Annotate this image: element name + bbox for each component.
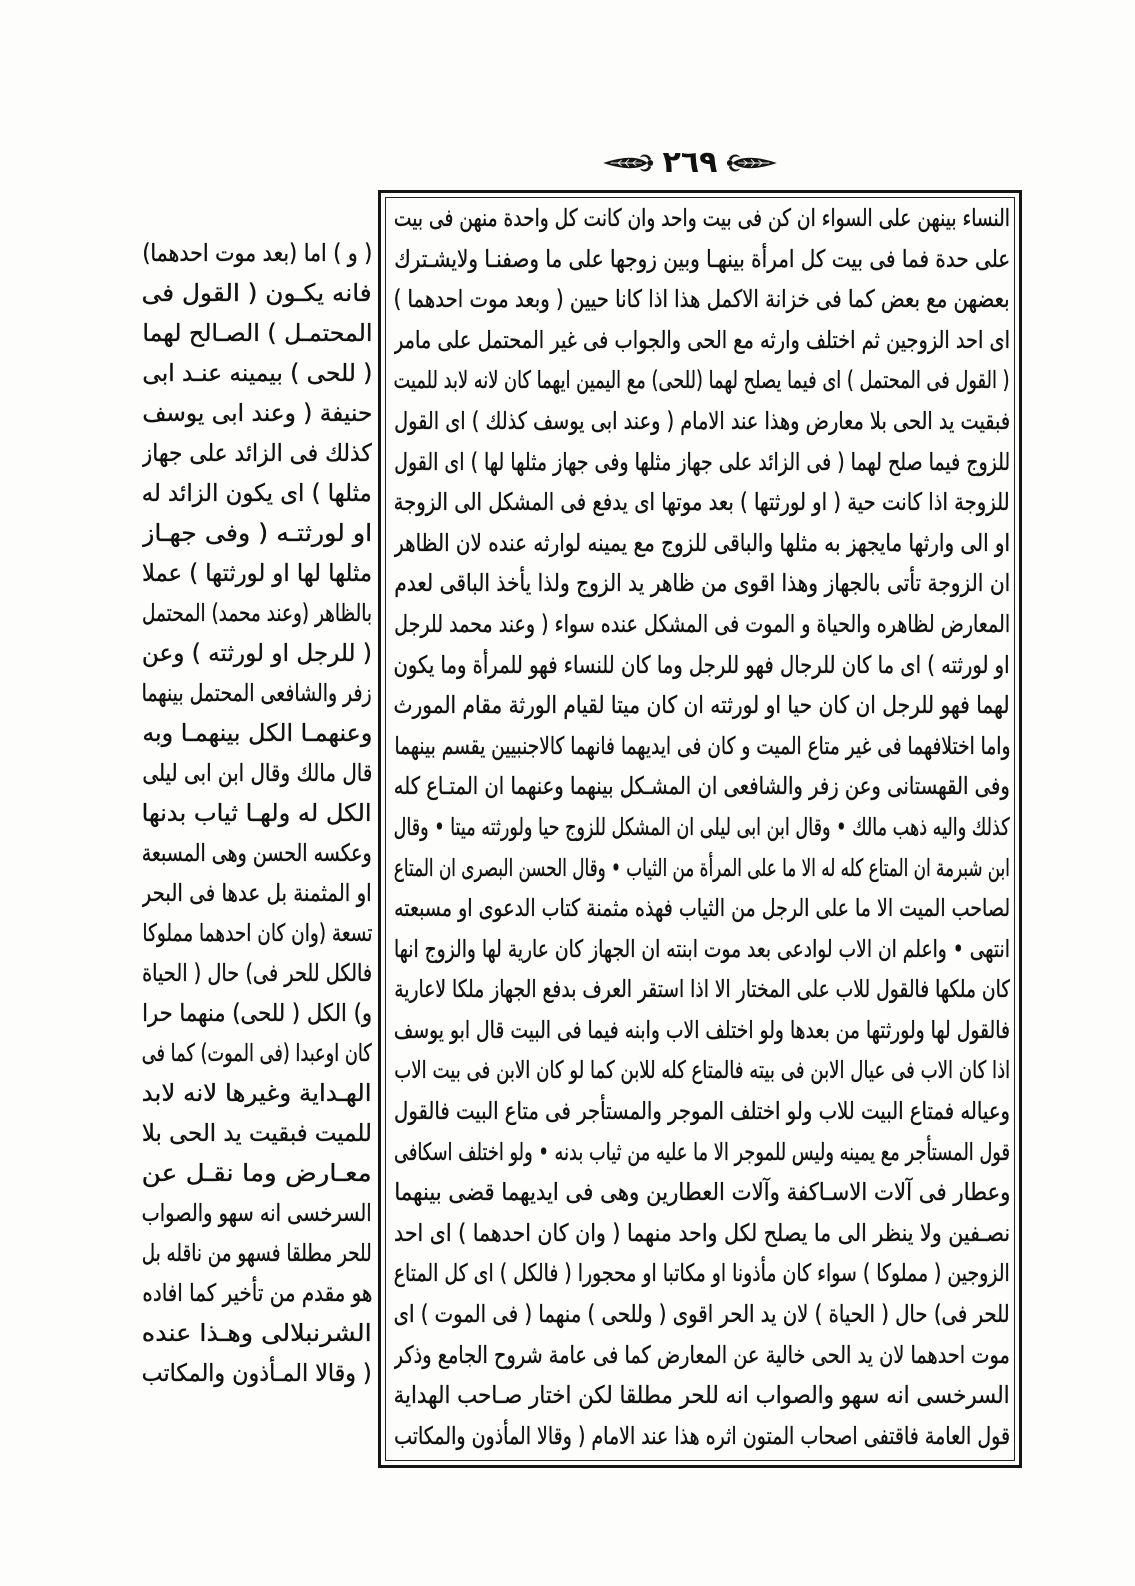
commentary-line-text: وعكسه الحسن وهى المسبعة xyxy=(142,839,372,867)
main-text-line-text: قول المستأجر مع يمينه وليس للموجر الا ما عليه من ثياب بدنه • ولو اختلف اسكافى xyxy=(394,1137,1010,1166)
main-text-line xyxy=(394,1253,1010,1294)
commentary-line xyxy=(142,433,372,473)
commentary-line-text: حنيفة ( وعند ابى يوسف xyxy=(142,399,372,427)
commentary-line xyxy=(142,593,372,633)
commentary-line-text: الشرنبلالى وهـذا عنده xyxy=(142,1319,372,1347)
main-text-line xyxy=(394,807,1010,848)
main-text-line xyxy=(394,969,1010,1010)
commentary-line-text: هو مقدم من تأخير كما افاده xyxy=(142,1279,372,1307)
main-text-line-text: وعطار فى آلات الاسـاكفة وآلات العطارين وهى فى ايديهما قضى بينهما xyxy=(394,1178,1010,1207)
commentary-line xyxy=(142,1353,372,1393)
commentary-line-text: او لورثتـه ( وفى جهـاز xyxy=(142,519,372,547)
main-text-line xyxy=(394,239,1010,280)
main-text-line xyxy=(394,1416,1010,1457)
main-text-line xyxy=(394,645,1010,686)
main-text-line-text: ( القول فى المحتمل ) اى فيما يصلح لهما (للحى) مع اليمين ايهما كان لانه لابد للميت xyxy=(394,366,1010,395)
commentary-line-text: قال مالك وقال ابن ابى ليلى xyxy=(142,759,372,787)
commentary-line-text: مثلها لها او لورثتها ) عملا xyxy=(142,559,372,587)
main-text-line xyxy=(394,1132,1010,1173)
main-text-line xyxy=(394,1335,1010,1376)
main-text-line xyxy=(394,198,1010,239)
main-text-line-text: اى احد الزوجين ثم اختلف وارثه مع الحى والجواب فى غير المحتمل على مامر xyxy=(394,325,1010,354)
commentary-line xyxy=(142,913,372,953)
commentary-line xyxy=(142,1233,372,1273)
commentary-line-text: ( للحى ) بيمينه عنـد ابى xyxy=(142,359,372,387)
main-text-line-text: او لورثته ) اى ما كان للرجال فهو للرجل وما كان للنساء فهو للمرأة وما يكون xyxy=(394,650,1010,679)
margin-commentary xyxy=(142,233,372,1393)
main-text-line-text: للحر فى) حال ( الحياة ) لان يد الحر اقوى ( وللحى ) منهما ( فى الموت ) اى xyxy=(394,1300,1010,1329)
commentary-line xyxy=(142,953,372,993)
main-text-line xyxy=(394,726,1010,767)
main-text-line xyxy=(394,1375,1010,1416)
main-text-line-text: اذا كان الاب فى عيال الابن فى بيته فالمتاع كله للابن كما لو كان الابن فى بيت الاب xyxy=(394,1056,1010,1085)
main-text-line xyxy=(394,360,1010,401)
main-text-line xyxy=(394,1172,1010,1213)
commentary-line-text: تسعة (وان كان احدهما مملوكا xyxy=(142,919,372,947)
commentary-line-text: ( وقالا المـأذون والمكاتب xyxy=(142,1359,372,1387)
commentary-line-text: للحر مطلقا فسهو من ناقله بل xyxy=(142,1239,372,1267)
main-text-line-text: كذلك واليه ذهب مالك • وقال ابن ابى ليلى ان المشكل للزوج حيا ولورثته ميتا • وقال xyxy=(394,812,1010,841)
commentary-line-text: زفر والشافعى المحتمل بينهما xyxy=(142,679,372,707)
main-text-line xyxy=(394,1213,1010,1254)
main-text-line-text: ابن شبرمة ان المتاع كله له الا ما على المرأة من الثياب • وقال الحسن البصرى ان المتاع xyxy=(394,853,1010,882)
main-text-line xyxy=(394,766,1010,807)
page-number: ٢٦٩ xyxy=(662,145,718,180)
main-text-line-text: لصاحب الميت الا ما على الرجل من الثياب فهذه مثمنة كتاب الدعوى او مسبعته xyxy=(394,894,1010,923)
commentary-line xyxy=(142,873,372,913)
commentary-line xyxy=(142,553,372,593)
commentary-line xyxy=(142,633,372,673)
commentary-line xyxy=(142,1073,372,1113)
main-text-line-text: موت احدهما لان يد الحى خالية عن المعارض كما فى عامة شروح الجامع وذكر xyxy=(394,1340,1010,1369)
commentary-line xyxy=(142,353,372,393)
commentary-line-text: ( للرجل او لورثته ) وعن xyxy=(142,639,372,667)
commentary-line xyxy=(142,1033,372,1073)
commentary-line-text: و) الكل ( للحى) منهما حرا xyxy=(142,999,372,1027)
commentary-line-text: السرخسى انه سهو والصواب xyxy=(142,1199,372,1227)
commentary-line xyxy=(142,473,372,513)
main-text-line-text: للزوج فيما صلح لهما ( فى الزائد على جهاز مثلها وفى جهاز مثلها لها ) اى القول xyxy=(394,447,1010,476)
main-text-line-text: ان الزوجة تأتى بالجهاز وهذا اقوى من ظاهر يد الزوج ولذا يأخذ الباقى لعدم xyxy=(394,569,1010,598)
main-text-line-text: كان ملكها فالقول للاب على المختار الا اذا استقر العرف بدفع الجهاز ملكا لاعارية xyxy=(394,975,1010,1004)
commentary-line xyxy=(142,273,372,313)
main-text-line xyxy=(394,685,1010,726)
main-text-line-text: لهما فهو للرجل ان كان حيا او لورثته ان كان ميتا لقيام الورثة مقام المورث xyxy=(394,691,1010,720)
main-text-line-text: الزوجين ( مملوكا ) سواء كان مأذونا او مكاتبا او محجورا ( فالكل ) اى كل المتاع xyxy=(394,1259,1010,1288)
page-header xyxy=(590,141,790,185)
commentary-line-text: بالظاهر (وعند محمد) المحتمل xyxy=(142,599,372,627)
commentary-line xyxy=(142,1193,372,1233)
commentary-line-text: معـارض وما نقـل عن xyxy=(142,1159,372,1187)
commentary-line xyxy=(142,1273,372,1313)
main-text-line xyxy=(394,482,1010,523)
commentary-line-text: كذلك فى الزائد على جهاز xyxy=(142,439,372,467)
commentary-line xyxy=(142,1313,372,1353)
main-text-line-text: المعارض لظاهره والحياة و الموت فى المشكل عنده سواء ( وعند محمد للرجل xyxy=(394,609,1010,638)
main-text-line-text: بعضهن مع بعض كما فى خزانة الاكمل هذا اذا كانا حيين ( وبعد موت احدهما ) xyxy=(394,285,1010,314)
main-text-line xyxy=(394,563,1010,604)
commentary-line xyxy=(142,1153,372,1193)
commentary-line-text: المحتمـل ) الصـالح لهما xyxy=(142,319,372,347)
main-text-line xyxy=(394,1294,1010,1335)
commentary-line xyxy=(142,1113,372,1153)
main-text-line xyxy=(394,279,1010,320)
main-text-line xyxy=(394,1010,1010,1051)
commentary-line xyxy=(142,393,372,433)
commentary-line-text: او المثمنة بل عدها فى البحر xyxy=(142,879,372,907)
main-text-line-text: فبقيت يد الحى بلا معارض وهذا عند الامام ( وعند ابى يوسف كذلك ) اى القول xyxy=(394,406,1010,435)
main-text-line-text: فالقول لها ولورثتها من بعدها ولو اختلف الاب وابنه فيما فى البيت قال ابو يوسف xyxy=(394,1015,1010,1044)
commentary-line-text: مثلها ) اى يكون الزائد له xyxy=(142,479,372,507)
main-text-line xyxy=(394,929,1010,970)
commentary-line xyxy=(142,713,372,753)
main-text-line-text: السرخسى انه سهو والصواب انه للحر مطلقا لكن اختار صـاحب الهداية xyxy=(394,1381,1010,1410)
main-text-line xyxy=(394,442,1010,483)
commentary-line xyxy=(142,233,372,273)
floral-ornament-right-icon xyxy=(723,151,779,175)
commentary-line-text: الكل له ولهـا ثياب بدنها xyxy=(142,799,372,827)
commentary-line xyxy=(142,993,372,1033)
main-text-line-text: وعياله فمتاع البيت للاب ولو اختلف الموجر والمستأجر فى متاع البيت فالقول xyxy=(394,1097,1010,1126)
commentary-line-text: فانه يكـون ( القول فى xyxy=(142,279,372,307)
commentary-line xyxy=(142,313,372,353)
main-text-line xyxy=(394,1050,1010,1091)
main-text-line xyxy=(394,1091,1010,1132)
commentary-line xyxy=(142,673,372,713)
main-text-line xyxy=(394,401,1010,442)
floral-ornament-left-icon xyxy=(601,151,657,175)
commentary-line xyxy=(142,833,372,873)
main-text-line-text: على حدة فما فى بيت كل امرأة بينهـا وبين زوجها على ما وصفنـا ولايشـترك xyxy=(394,244,1010,273)
main-text-line xyxy=(394,523,1010,564)
main-text-line-text: نصـفين ولا ينظر الى ما يصلح لكل واحد منهما ( وان كان احدهما ) اى احد xyxy=(394,1218,1010,1247)
main-text-line-text: انتهى • واعلم ان الاب لوادعى بعد موت ابنته ان الجهاز كان عارية لها والزوج انها xyxy=(394,934,1010,963)
main-text-line xyxy=(394,848,1010,889)
main-text-line-text: واما اختلافهما فى غير متاع الميت و كان فى ايديهما فانهما كالاجنبيين يقسم بينهما xyxy=(394,731,1010,760)
commentary-line-text: وعنهمـا الكل بينهمـا وبه xyxy=(142,719,372,747)
main-text-line-text: وفى القهستانى وعن زفر والشافعى ان المشـكل بينهما وعنهما ان المتـاع كله xyxy=(394,772,1010,801)
main-text-line-text: قول العامة فاقتفى اصحاب المتون اثره هذا عند الامام ( وقالا المأذون والمكاتب xyxy=(394,1421,1010,1450)
commentary-line xyxy=(142,793,372,833)
main-text-body xyxy=(394,198,1010,1456)
commentary-line-text: الهـداية وغيرها لانه لابد xyxy=(142,1079,372,1107)
commentary-line-text: كان اوعبدا (فى الموت) كما فى xyxy=(142,1039,372,1067)
commentary-line-text: للميت فبقيت يد الحى بلا xyxy=(142,1119,372,1147)
commentary-line-text: فالكل للحر فى) حال ( الحياة xyxy=(142,959,372,987)
main-text-line-text: النساء بينهن على السواء ان كن فى بيت واحد وان كانت كل واحدة منهن فى بيت xyxy=(394,204,1010,232)
main-text-line xyxy=(394,320,1010,361)
main-text-line-text: او الى وارثها مايجهز به مثلها والباقى للزوج مع يمينه لوارثه عنده لان الظاهر xyxy=(394,528,1010,557)
main-text-line-text: للزوجة اذا كانت حية ( او لورثتها ) بعد موتها اى يدفع فى المشكل الى الزوجة xyxy=(394,488,1010,517)
main-text-line xyxy=(394,888,1010,929)
commentary-line xyxy=(142,513,372,553)
commentary-line-text: ( و ) اما (بعد موت احدهما) xyxy=(142,239,372,267)
main-text-line xyxy=(394,604,1010,645)
commentary-line xyxy=(142,753,372,793)
